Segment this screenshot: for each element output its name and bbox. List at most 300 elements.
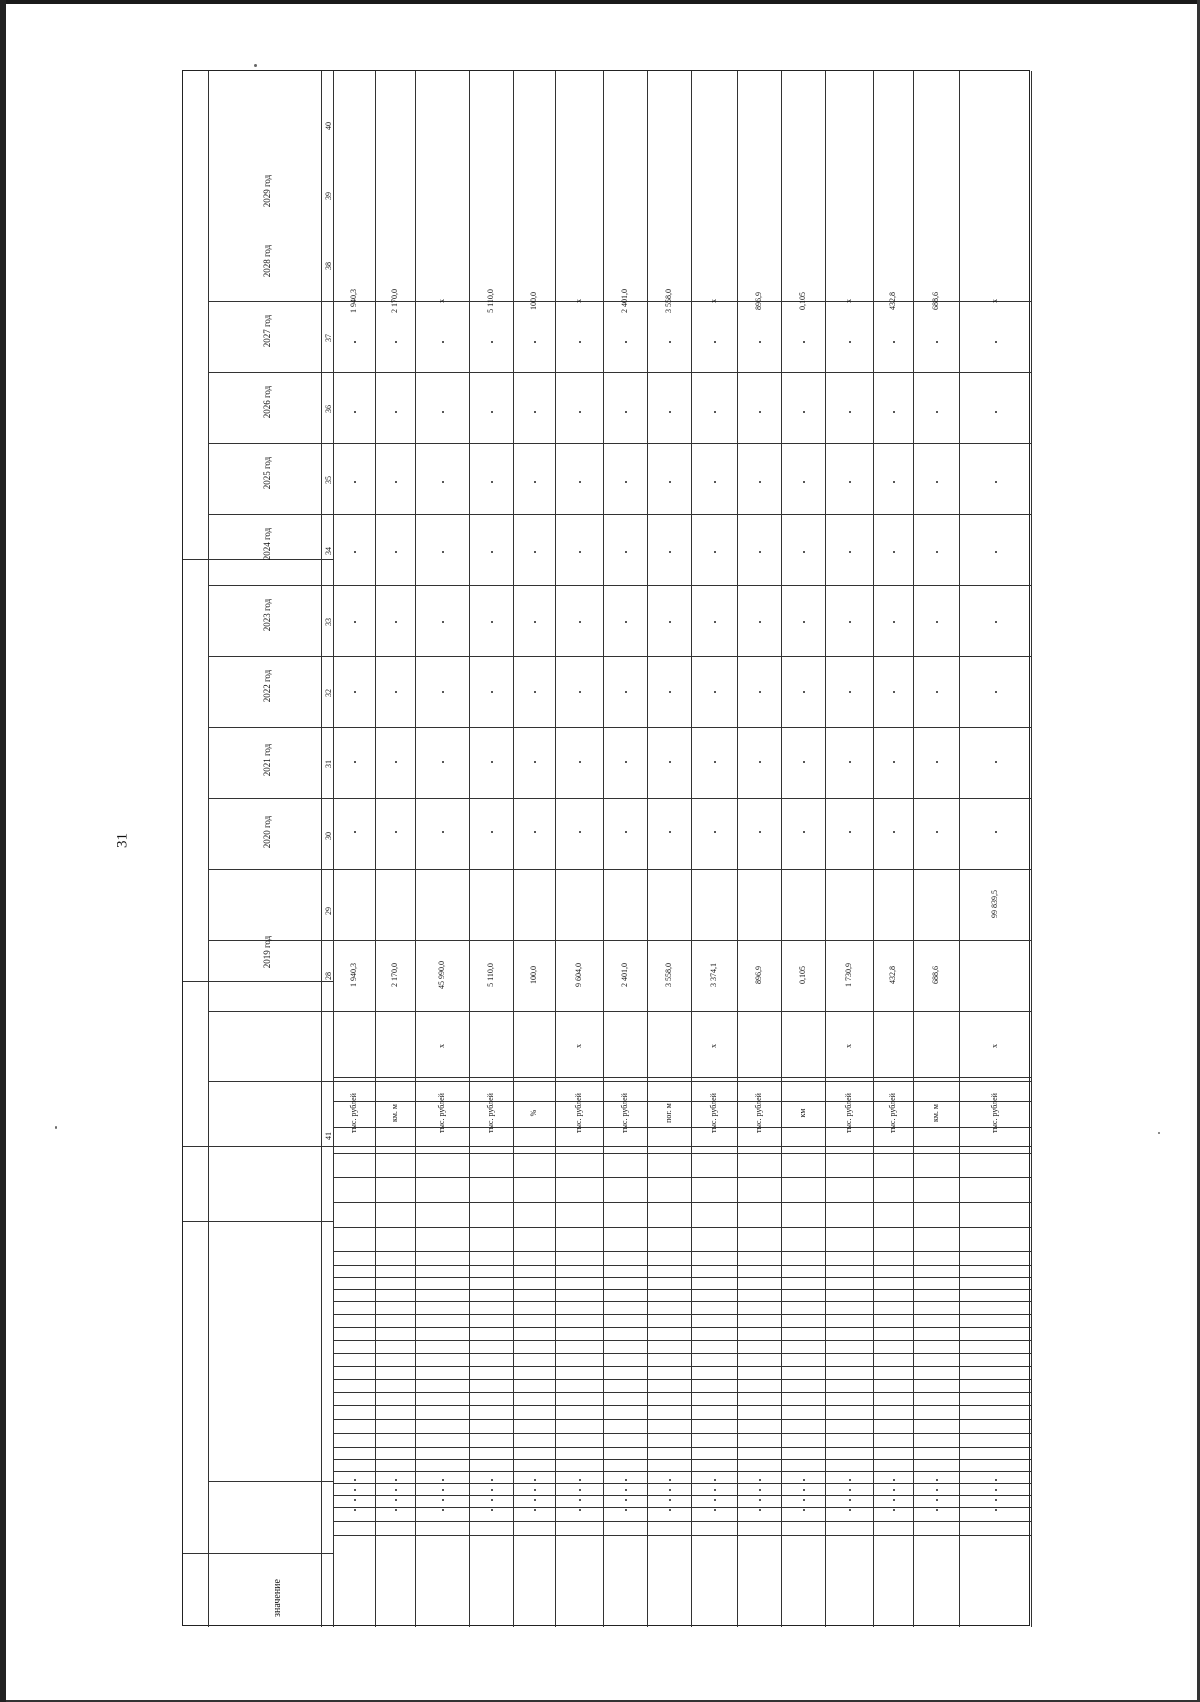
code-mark bbox=[849, 1499, 851, 1501]
empty-cell-mark bbox=[714, 761, 716, 763]
row-2019: х bbox=[709, 1044, 718, 1048]
empty-cell-mark bbox=[491, 551, 493, 553]
row-divider bbox=[375, 71, 376, 1627]
empty-cell-mark bbox=[849, 551, 851, 553]
empty-cell-mark bbox=[491, 481, 493, 483]
group-boundary bbox=[183, 1221, 333, 1222]
empty-cell-mark bbox=[759, 621, 761, 623]
empty-cell-mark bbox=[893, 831, 895, 833]
row-target: 1 940,3 bbox=[349, 289, 358, 313]
empty-cell-mark bbox=[893, 411, 895, 413]
column-number: 30 bbox=[324, 832, 333, 840]
empty-cell-mark bbox=[803, 621, 805, 623]
row-2019: х bbox=[844, 1044, 853, 1048]
row-2020: 2 401,0 bbox=[620, 963, 629, 987]
column-number: 33 bbox=[324, 618, 333, 626]
row-indicator-name bbox=[917, 1139, 955, 1329]
row-unit: пог. м bbox=[664, 1103, 673, 1123]
code-mark bbox=[759, 1499, 761, 1501]
empty-cell-mark bbox=[442, 831, 444, 833]
code-mark bbox=[442, 1499, 444, 1501]
empty-cell-mark bbox=[354, 341, 356, 343]
code-mark bbox=[669, 1499, 671, 1501]
group-boundary bbox=[183, 981, 333, 982]
code-mark bbox=[354, 1489, 356, 1491]
row-2019 bbox=[931, 1011, 941, 1081]
code-mark bbox=[669, 1479, 671, 1481]
row-2020: 2 170,0 bbox=[390, 963, 399, 987]
empty-cell-mark bbox=[354, 761, 356, 763]
code-mark bbox=[354, 1509, 356, 1511]
code-boundary bbox=[333, 1495, 1031, 1496]
code-mark bbox=[442, 1509, 444, 1511]
row-2019 bbox=[798, 1011, 808, 1081]
empty-cell-mark bbox=[491, 341, 493, 343]
empty-cell-mark bbox=[995, 831, 997, 833]
row-indicator-name bbox=[379, 1136, 411, 1326]
row-unit: тыс. рублей bbox=[349, 1093, 358, 1133]
code-mark bbox=[395, 1479, 397, 1481]
column-number: 32 bbox=[324, 689, 333, 697]
empty-cell-mark bbox=[803, 831, 805, 833]
empty-cell-mark bbox=[579, 831, 581, 833]
empty-cell-mark bbox=[395, 411, 397, 413]
column-number: 36 bbox=[324, 405, 333, 413]
row-target: 0,105 bbox=[798, 292, 807, 310]
year-boundary bbox=[208, 443, 1031, 444]
empty-cell-mark bbox=[669, 621, 671, 623]
empty-cell-mark bbox=[669, 481, 671, 483]
empty-cell-mark bbox=[803, 691, 805, 693]
empty-cell-mark bbox=[625, 761, 627, 763]
code-mark bbox=[534, 1489, 536, 1491]
row-divider bbox=[513, 71, 514, 1627]
code-mark bbox=[714, 1509, 716, 1511]
code-mark bbox=[936, 1509, 938, 1511]
empty-cell-mark bbox=[579, 761, 581, 763]
empty-cell-mark bbox=[995, 761, 997, 763]
code-mark bbox=[534, 1479, 536, 1481]
empty-cell-mark bbox=[936, 831, 938, 833]
code-mark bbox=[714, 1499, 716, 1501]
header-target-value-sub: значение bbox=[272, 1579, 283, 1617]
empty-cell-mark bbox=[579, 341, 581, 343]
empty-cell-mark bbox=[534, 831, 536, 833]
empty-cell-mark bbox=[995, 411, 997, 413]
empty-cell-mark bbox=[669, 341, 671, 343]
code-mark bbox=[936, 1479, 938, 1481]
column-number: 34 bbox=[324, 547, 333, 555]
code-mark bbox=[803, 1499, 805, 1501]
row-indicator-name bbox=[337, 1137, 371, 1327]
code-mark bbox=[354, 1499, 356, 1501]
row-2021 bbox=[888, 869, 898, 939]
row-unit: тыс. рублей bbox=[709, 1093, 718, 1133]
empty-cell-mark bbox=[936, 691, 938, 693]
empty-cell-mark bbox=[625, 621, 627, 623]
empty-cell-mark bbox=[936, 411, 938, 413]
row-2021 bbox=[486, 869, 496, 939]
empty-cell-mark bbox=[625, 411, 627, 413]
row-unit: тыс. рублей bbox=[888, 1093, 897, 1133]
code-mark bbox=[803, 1479, 805, 1481]
row-divider bbox=[913, 71, 914, 1627]
empty-cell-mark bbox=[893, 621, 895, 623]
code-mark bbox=[491, 1489, 493, 1491]
empty-cell-mark bbox=[669, 831, 671, 833]
code-mark bbox=[395, 1499, 397, 1501]
row-target: 2 401,0 bbox=[620, 289, 629, 313]
empty-cell-mark bbox=[534, 691, 536, 693]
empty-cell-mark bbox=[354, 691, 356, 693]
code-boundary bbox=[333, 1366, 1031, 1367]
row-2021 bbox=[798, 869, 808, 939]
column-number: 37 bbox=[324, 334, 333, 342]
code-mark bbox=[995, 1489, 997, 1491]
row-2019: х bbox=[990, 1044, 999, 1048]
column-number: 38 bbox=[324, 262, 333, 270]
empty-cell-mark bbox=[995, 341, 997, 343]
code-boundary bbox=[333, 1471, 1031, 1472]
empty-cell-mark bbox=[354, 481, 356, 483]
code-mark bbox=[579, 1489, 581, 1491]
empty-cell-mark bbox=[534, 761, 536, 763]
empty-cell-mark bbox=[759, 481, 761, 483]
empty-cell-mark bbox=[579, 551, 581, 553]
row-2021 bbox=[754, 869, 764, 939]
row-2021: 99 839,5 bbox=[990, 890, 999, 918]
row-2021 bbox=[620, 869, 630, 939]
empty-cell-mark bbox=[395, 551, 397, 553]
year-boundary bbox=[208, 514, 1031, 515]
header-col-divider bbox=[208, 71, 209, 1627]
code-boundary bbox=[333, 1419, 1031, 1420]
year-boundary bbox=[208, 727, 1031, 728]
row-2020: 1 730,9 bbox=[844, 963, 853, 987]
empty-cell-mark bbox=[849, 481, 851, 483]
row-indicator-name bbox=[651, 1138, 687, 1328]
row-divider bbox=[825, 71, 826, 1627]
empty-cell-mark bbox=[534, 411, 536, 413]
row-target: 5 110,0 bbox=[486, 289, 495, 313]
row-divider bbox=[737, 71, 738, 1627]
code-mark bbox=[995, 1479, 997, 1481]
row-unit: тыс. рублей bbox=[486, 1093, 495, 1133]
empty-cell-mark bbox=[442, 411, 444, 413]
empty-cell-mark bbox=[442, 691, 444, 693]
year-boundary bbox=[208, 656, 1031, 657]
row-divider bbox=[691, 71, 692, 1627]
code-mark bbox=[354, 1479, 356, 1481]
group-boundary bbox=[183, 1553, 333, 1554]
row-divider bbox=[555, 71, 556, 1627]
header-unit bbox=[185, 879, 199, 989]
empty-cell-mark bbox=[579, 621, 581, 623]
empty-cell-mark bbox=[442, 761, 444, 763]
empty-cell-mark bbox=[354, 551, 356, 553]
code-mark bbox=[669, 1509, 671, 1511]
empty-cell-mark bbox=[395, 831, 397, 833]
code-mark bbox=[579, 1509, 581, 1511]
row-2021 bbox=[931, 869, 941, 939]
row-unit: тыс. рублей bbox=[754, 1093, 763, 1133]
code-boundary bbox=[333, 1405, 1031, 1406]
row-target: х bbox=[574, 299, 583, 303]
empty-cell-mark bbox=[759, 691, 761, 693]
year-2020: 2020 год bbox=[262, 815, 272, 849]
empty-cell-mark bbox=[625, 551, 627, 553]
empty-cell-mark bbox=[803, 761, 805, 763]
code-boundary bbox=[333, 1535, 1031, 1536]
empty-cell-mark bbox=[849, 831, 851, 833]
row-divider bbox=[781, 71, 782, 1627]
code-mark bbox=[625, 1499, 627, 1501]
scan-speck bbox=[55, 1126, 57, 1129]
code-boundary bbox=[333, 1447, 1031, 1448]
empty-cell-mark bbox=[534, 481, 536, 483]
code-mark bbox=[936, 1489, 938, 1491]
row-indicator-name bbox=[877, 1136, 909, 1326]
empty-cell-mark bbox=[893, 691, 895, 693]
code-mark bbox=[625, 1509, 627, 1511]
row-2020: 1 940,3 bbox=[349, 963, 358, 987]
row-divider bbox=[1031, 71, 1032, 1627]
row-divider bbox=[873, 71, 874, 1627]
empty-cell-mark bbox=[936, 551, 938, 553]
row-divider bbox=[647, 71, 648, 1627]
row-2020: 896,9 bbox=[754, 966, 763, 984]
code-mark bbox=[491, 1509, 493, 1511]
empty-cell-mark bbox=[849, 621, 851, 623]
empty-cell-mark bbox=[395, 341, 397, 343]
year-2021: 2021 год bbox=[262, 743, 272, 777]
column-number: 31 bbox=[324, 760, 333, 768]
empty-cell-mark bbox=[395, 621, 397, 623]
empty-cell-mark bbox=[714, 551, 716, 553]
empty-cell-mark bbox=[849, 691, 851, 693]
empty-cell-mark bbox=[354, 831, 356, 833]
row-unit: км. м bbox=[931, 1104, 940, 1123]
empty-cell-mark bbox=[714, 621, 716, 623]
row-target: 2 170,0 bbox=[390, 289, 399, 313]
page-number: 31 bbox=[114, 833, 131, 848]
row-unit: км bbox=[798, 1108, 807, 1118]
empty-cell-mark bbox=[534, 341, 536, 343]
header-additional-code bbox=[186, 488, 200, 668]
empty-cell-mark bbox=[936, 341, 938, 343]
empty-cell-mark bbox=[395, 481, 397, 483]
row-indicator-name bbox=[695, 1139, 733, 1329]
row-2020: 3 374,1 bbox=[709, 963, 718, 987]
row-2020: 3 558,0 bbox=[664, 963, 673, 987]
row-target: х bbox=[990, 299, 999, 303]
row-2020: 688,6 bbox=[931, 966, 940, 984]
empty-cell-mark bbox=[849, 411, 851, 413]
code-mark bbox=[893, 1479, 895, 1481]
header-budget-classification bbox=[188, 206, 202, 346]
code-boundary bbox=[333, 1521, 1031, 1522]
row-target: х bbox=[437, 299, 446, 303]
empty-cell-mark bbox=[625, 831, 627, 833]
empty-cell-mark bbox=[625, 481, 627, 483]
row-2020: 0,105 bbox=[798, 966, 807, 984]
code-mark bbox=[579, 1499, 581, 1501]
row-2021 bbox=[390, 869, 400, 939]
row-divider bbox=[469, 71, 470, 1627]
row-indicator-name bbox=[829, 1140, 869, 1330]
code-mark bbox=[491, 1479, 493, 1481]
empty-cell-mark bbox=[491, 831, 493, 833]
code-mark bbox=[936, 1499, 938, 1501]
code-boundary bbox=[333, 1507, 1031, 1508]
row-2019: х bbox=[574, 1044, 583, 1048]
code-boundary bbox=[333, 1459, 1031, 1460]
year-boundary bbox=[208, 372, 1031, 373]
year-boundary bbox=[208, 798, 1031, 799]
code-mark bbox=[803, 1509, 805, 1511]
row-2019 bbox=[888, 1011, 898, 1081]
column-number: 35 bbox=[324, 476, 333, 484]
empty-cell-mark bbox=[995, 551, 997, 553]
row-2019 bbox=[620, 1011, 630, 1081]
row-indicator-name bbox=[419, 1143, 465, 1333]
empty-cell-mark bbox=[849, 341, 851, 343]
code-mark bbox=[893, 1489, 895, 1491]
row-indicator-name bbox=[963, 1152, 1027, 1342]
empty-cell-mark bbox=[893, 341, 895, 343]
empty-cell-mark bbox=[714, 481, 716, 483]
code-mark bbox=[442, 1479, 444, 1481]
empty-cell-mark bbox=[714, 411, 716, 413]
row-unit: тыс. рублей bbox=[844, 1093, 853, 1133]
row-2021 bbox=[709, 869, 719, 939]
empty-cell-mark bbox=[803, 481, 805, 483]
empty-cell-mark bbox=[995, 481, 997, 483]
empty-cell-mark bbox=[491, 761, 493, 763]
row-unit: тыс. рублей bbox=[990, 1093, 999, 1133]
empty-cell-mark bbox=[759, 411, 761, 413]
empty-cell-mark bbox=[936, 481, 938, 483]
row-divider bbox=[415, 71, 416, 1627]
row-target: 432,8 bbox=[888, 292, 897, 310]
code-mark bbox=[625, 1479, 627, 1481]
row-2019 bbox=[754, 1011, 764, 1081]
empty-cell-mark bbox=[395, 691, 397, 693]
row-unit: тыс. рублей bbox=[620, 1093, 629, 1133]
scan-speck bbox=[1158, 1132, 1160, 1134]
column-number: 29 bbox=[324, 907, 333, 915]
header-target-value bbox=[191, 1541, 205, 1651]
group-boundary bbox=[183, 559, 333, 560]
empty-cell-mark bbox=[995, 691, 997, 693]
row-2020: 432,8 bbox=[888, 966, 897, 984]
row-2021 bbox=[529, 869, 539, 939]
empty-cell-mark bbox=[625, 691, 627, 693]
scan-edge-top bbox=[0, 0, 1200, 4]
code-mark bbox=[893, 1499, 895, 1501]
row-indicator-name bbox=[517, 1137, 551, 1327]
group-boundary bbox=[208, 1481, 333, 1482]
row-2019 bbox=[529, 1011, 539, 1081]
row-2019 bbox=[349, 1011, 359, 1081]
code-mark bbox=[669, 1489, 671, 1491]
empty-cell-mark bbox=[714, 831, 716, 833]
empty-cell-mark bbox=[579, 411, 581, 413]
row-unit: тыс. рублей bbox=[437, 1093, 446, 1133]
code-mark bbox=[714, 1489, 716, 1491]
row-target: х bbox=[844, 299, 853, 303]
code-mark bbox=[714, 1479, 716, 1481]
row-target: 100,0 bbox=[529, 292, 538, 310]
empty-cell-mark bbox=[759, 341, 761, 343]
row-2021 bbox=[574, 869, 584, 939]
code-mark bbox=[759, 1479, 761, 1481]
empty-cell-mark bbox=[354, 411, 356, 413]
empty-cell-mark bbox=[759, 761, 761, 763]
year-2022: 2022 год bbox=[262, 669, 272, 703]
empty-cell-mark bbox=[893, 481, 895, 483]
row-2019 bbox=[390, 1011, 400, 1081]
code-boundary bbox=[333, 1433, 1031, 1434]
row-2020: 5 110,0 bbox=[486, 963, 495, 987]
year-boundary bbox=[208, 585, 1031, 586]
header-col-divider bbox=[321, 71, 322, 1627]
empty-cell-mark bbox=[442, 481, 444, 483]
code-mark bbox=[849, 1479, 851, 1481]
year-2023: 2023 год bbox=[262, 598, 272, 632]
empty-cell-mark bbox=[995, 621, 997, 623]
empty-cell-mark bbox=[442, 551, 444, 553]
year-2029: 2029 год bbox=[262, 174, 272, 208]
empty-cell-mark bbox=[803, 411, 805, 413]
empty-cell-mark bbox=[534, 621, 536, 623]
empty-cell-mark bbox=[491, 621, 493, 623]
code-mark bbox=[491, 1499, 493, 1501]
empty-cell-mark bbox=[442, 621, 444, 623]
year-2027: 2027 год bbox=[262, 314, 272, 348]
empty-cell-mark bbox=[803, 341, 805, 343]
empty-cell-mark bbox=[669, 761, 671, 763]
header-years-title bbox=[186, 1188, 200, 1388]
empty-cell-mark bbox=[491, 411, 493, 413]
code-boundary bbox=[333, 1353, 1031, 1354]
row-target: 688,6 bbox=[931, 292, 940, 310]
empty-cell-mark bbox=[395, 761, 397, 763]
row-2021 bbox=[349, 869, 359, 939]
empty-cell-mark bbox=[714, 691, 716, 693]
row-divider bbox=[959, 71, 960, 1627]
code-mark bbox=[534, 1509, 536, 1511]
column-number: 41 bbox=[324, 1132, 333, 1140]
empty-cell-mark bbox=[669, 411, 671, 413]
row-indicator-name bbox=[741, 1138, 777, 1328]
code-mark bbox=[442, 1489, 444, 1491]
row-unit: % bbox=[529, 1109, 538, 1117]
column-number: 40 bbox=[324, 122, 333, 130]
row-2021 bbox=[844, 869, 854, 939]
empty-cell-mark bbox=[534, 551, 536, 553]
row-target: 896,9 bbox=[754, 292, 763, 310]
empty-cell-mark bbox=[491, 691, 493, 693]
row-indicator-name bbox=[607, 1138, 643, 1328]
empty-cell-mark bbox=[354, 621, 356, 623]
row-2019 bbox=[664, 1011, 674, 1081]
row-unit: км. м bbox=[390, 1104, 399, 1123]
code-mark bbox=[759, 1509, 761, 1511]
row-target: 3 558,0 bbox=[664, 289, 673, 313]
row-2021 bbox=[664, 869, 674, 939]
code-mark bbox=[579, 1479, 581, 1481]
